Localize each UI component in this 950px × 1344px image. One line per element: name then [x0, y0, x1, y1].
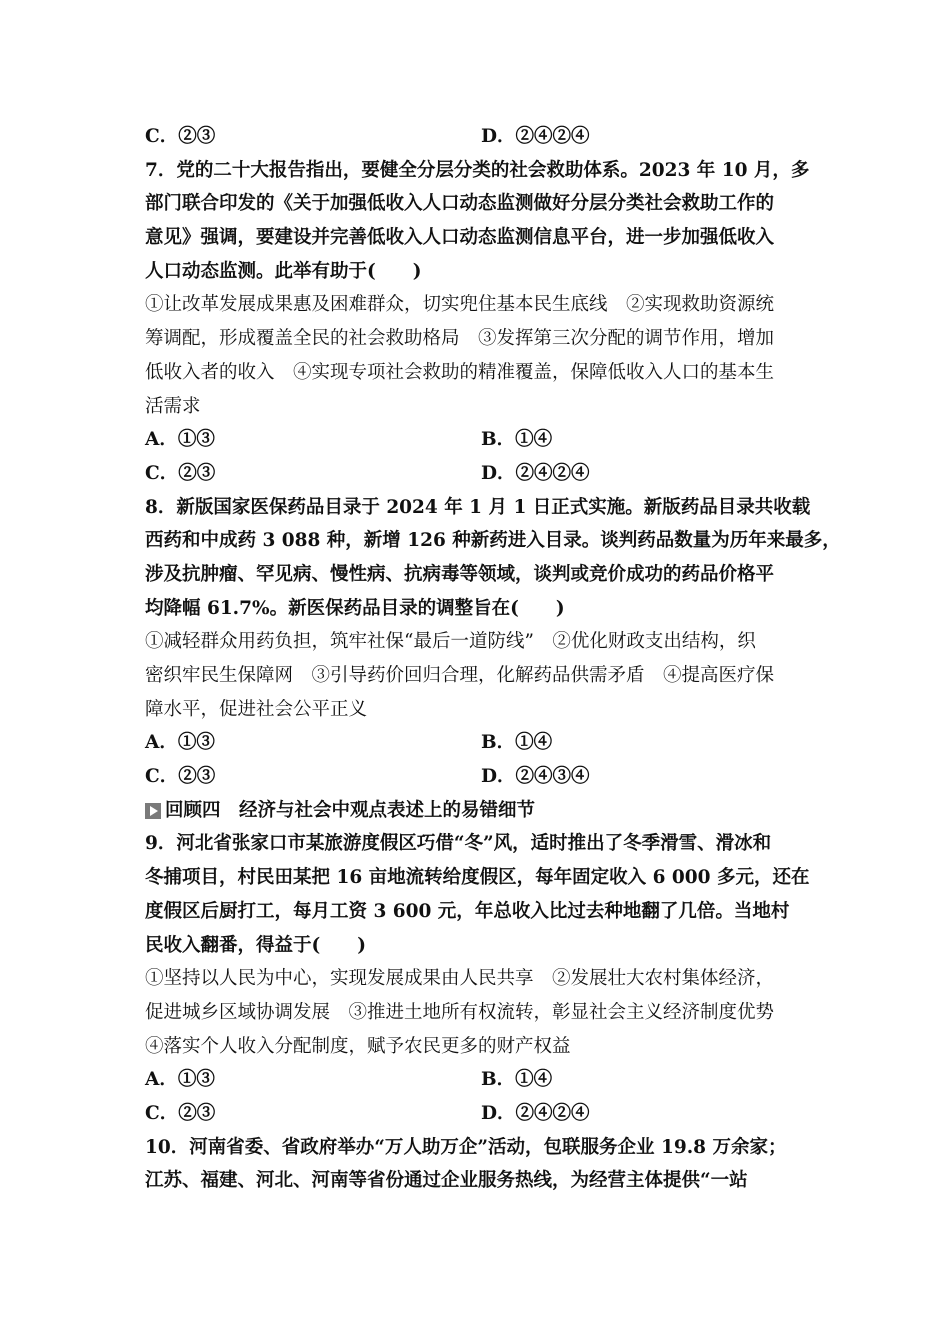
question-stem-line: 10．河南省委、省政府举办“万人助万企”活动，包联服务企业 19.8 万余家；	[145, 1136, 787, 1158]
statement-line: 密织牢民生保障网 ③引导药价回归合理，化解药品供需矛盾 ④提高医疗保	[145, 665, 775, 686]
option-d[interactable]: D．②④②④	[481, 126, 590, 147]
question-stem-line: 西药和中成药 3 088 种，新增 126 种新药进入目录。谈判药品数量为历年来最多，	[145, 530, 841, 552]
option-a[interactable]: A．①③	[145, 732, 215, 754]
option-c[interactable]: C．②③	[145, 126, 216, 147]
option-c[interactable]: C．②③	[145, 462, 216, 484]
options-row	[145, 1097, 817, 1131]
question-stem-line: 部门联合印发的《关于加强低收入人口动态监测做好分层分类社会救助工作的	[145, 193, 775, 215]
question-stem-line: 度假区后厨打工，每月工资 3 600 元，年总收入比过去种地翻了几倍。当地村	[145, 900, 790, 922]
statement-line: 障水平，促进社会公平正义	[145, 698, 368, 720]
question-stem-line: 民收入翻番，得益于( )	[145, 934, 367, 956]
options-row	[145, 457, 817, 491]
option-b[interactable]: B．①④	[481, 732, 553, 754]
question-stem-line: 江苏、福建、河北、河南等省份通过企业服务热线，为经营主体提供“一站	[145, 1170, 748, 1192]
question-8	[145, 491, 841, 794]
option-c[interactable]: C．②③	[145, 1102, 216, 1124]
statement-line: 活需求	[145, 395, 201, 417]
question-stem-line: 冬捕项目，村民田某把 16 亩地流转给度假区，每年固定收入 6 000 多元，还在	[145, 867, 810, 889]
question-stem-line: 人口动态监测。此举有助于( )	[145, 260, 422, 282]
option-b[interactable]: B．①④	[481, 1069, 553, 1091]
option-a[interactable]: A．①③	[145, 429, 215, 451]
statement-line: ①让改革发展成果惠及困难群众，切实兜住基本民生底线 ②实现救助资源统	[145, 294, 775, 316]
question-stem-line: 均降幅 61.7%。新医保药品目录的调整旨在( )	[145, 597, 565, 619]
question-9	[145, 827, 817, 1130]
options-row	[145, 1063, 817, 1097]
section-heading	[145, 794, 817, 828]
statement-line: 筹调配，形成覆盖全民的社会救助格局 ③发挥第三次分配的调节作用，增加	[145, 328, 775, 350]
document-page	[145, 120, 841, 1198]
options-row	[145, 120, 817, 154]
option-c[interactable]: C．②③	[145, 766, 216, 788]
section-title: 回顾四 经济与社会中观点表述上的易错细节	[165, 799, 536, 821]
option-d[interactable]: D．②④②④	[481, 1102, 590, 1124]
play-triangle-icon	[145, 803, 161, 819]
option-b[interactable]: B．①④	[481, 429, 553, 451]
option-d[interactable]: D．②④③④	[481, 766, 590, 788]
question-stem-line: 7．党的二十大报告指出，要健全分层分类的社会救助体系。2023 年 10 月，多	[145, 159, 810, 181]
question-stem-line: 涉及抗肿瘤、罕见病、慢性病、抗病毒等领域，谈判或竞价成功的药品价格平	[145, 563, 775, 585]
options-row	[145, 760, 817, 794]
question-stem-line: 意见》强调，要建设并完善低收入人口动态监测信息平台，进一步加强低收入	[145, 227, 775, 249]
option-d[interactable]: D．②④②④	[481, 462, 590, 484]
question-7	[145, 154, 817, 491]
statement-line: ①减轻群众用药负担，筑牢社保“最后一道防线” ②优化财政支出结构，织	[145, 631, 756, 653]
question-stem-line: 8．新版国家医保药品目录于 2024 年 1 月 1 日正式实施。新版药品目录共收载	[145, 496, 811, 518]
question-10	[145, 1131, 817, 1198]
statement-line: ①坚持以人民为中心，实现发展成果由人民共享 ②发展壮大农村集体经济，	[145, 968, 775, 990]
statement-line: 低收入者的收入 ④实现专项社会救助的精准覆盖，保障低收入人口的基本生	[145, 361, 775, 383]
options-row	[145, 423, 817, 457]
options-row	[145, 726, 817, 760]
statement-line: ④落实个人收入分配制度，赋予农民更多的财产权益	[145, 1035, 571, 1057]
question-stem-line: 9．河北省张家口市某旅游度假区巧借“冬”风，适时推出了冬季滑雪、滑冰和	[145, 833, 772, 855]
statement-line: 促进城乡区域协调发展 ③推进土地所有权流转，彰显社会主义经济制度优势	[145, 1001, 775, 1023]
option-a[interactable]: A．①③	[145, 1069, 215, 1091]
